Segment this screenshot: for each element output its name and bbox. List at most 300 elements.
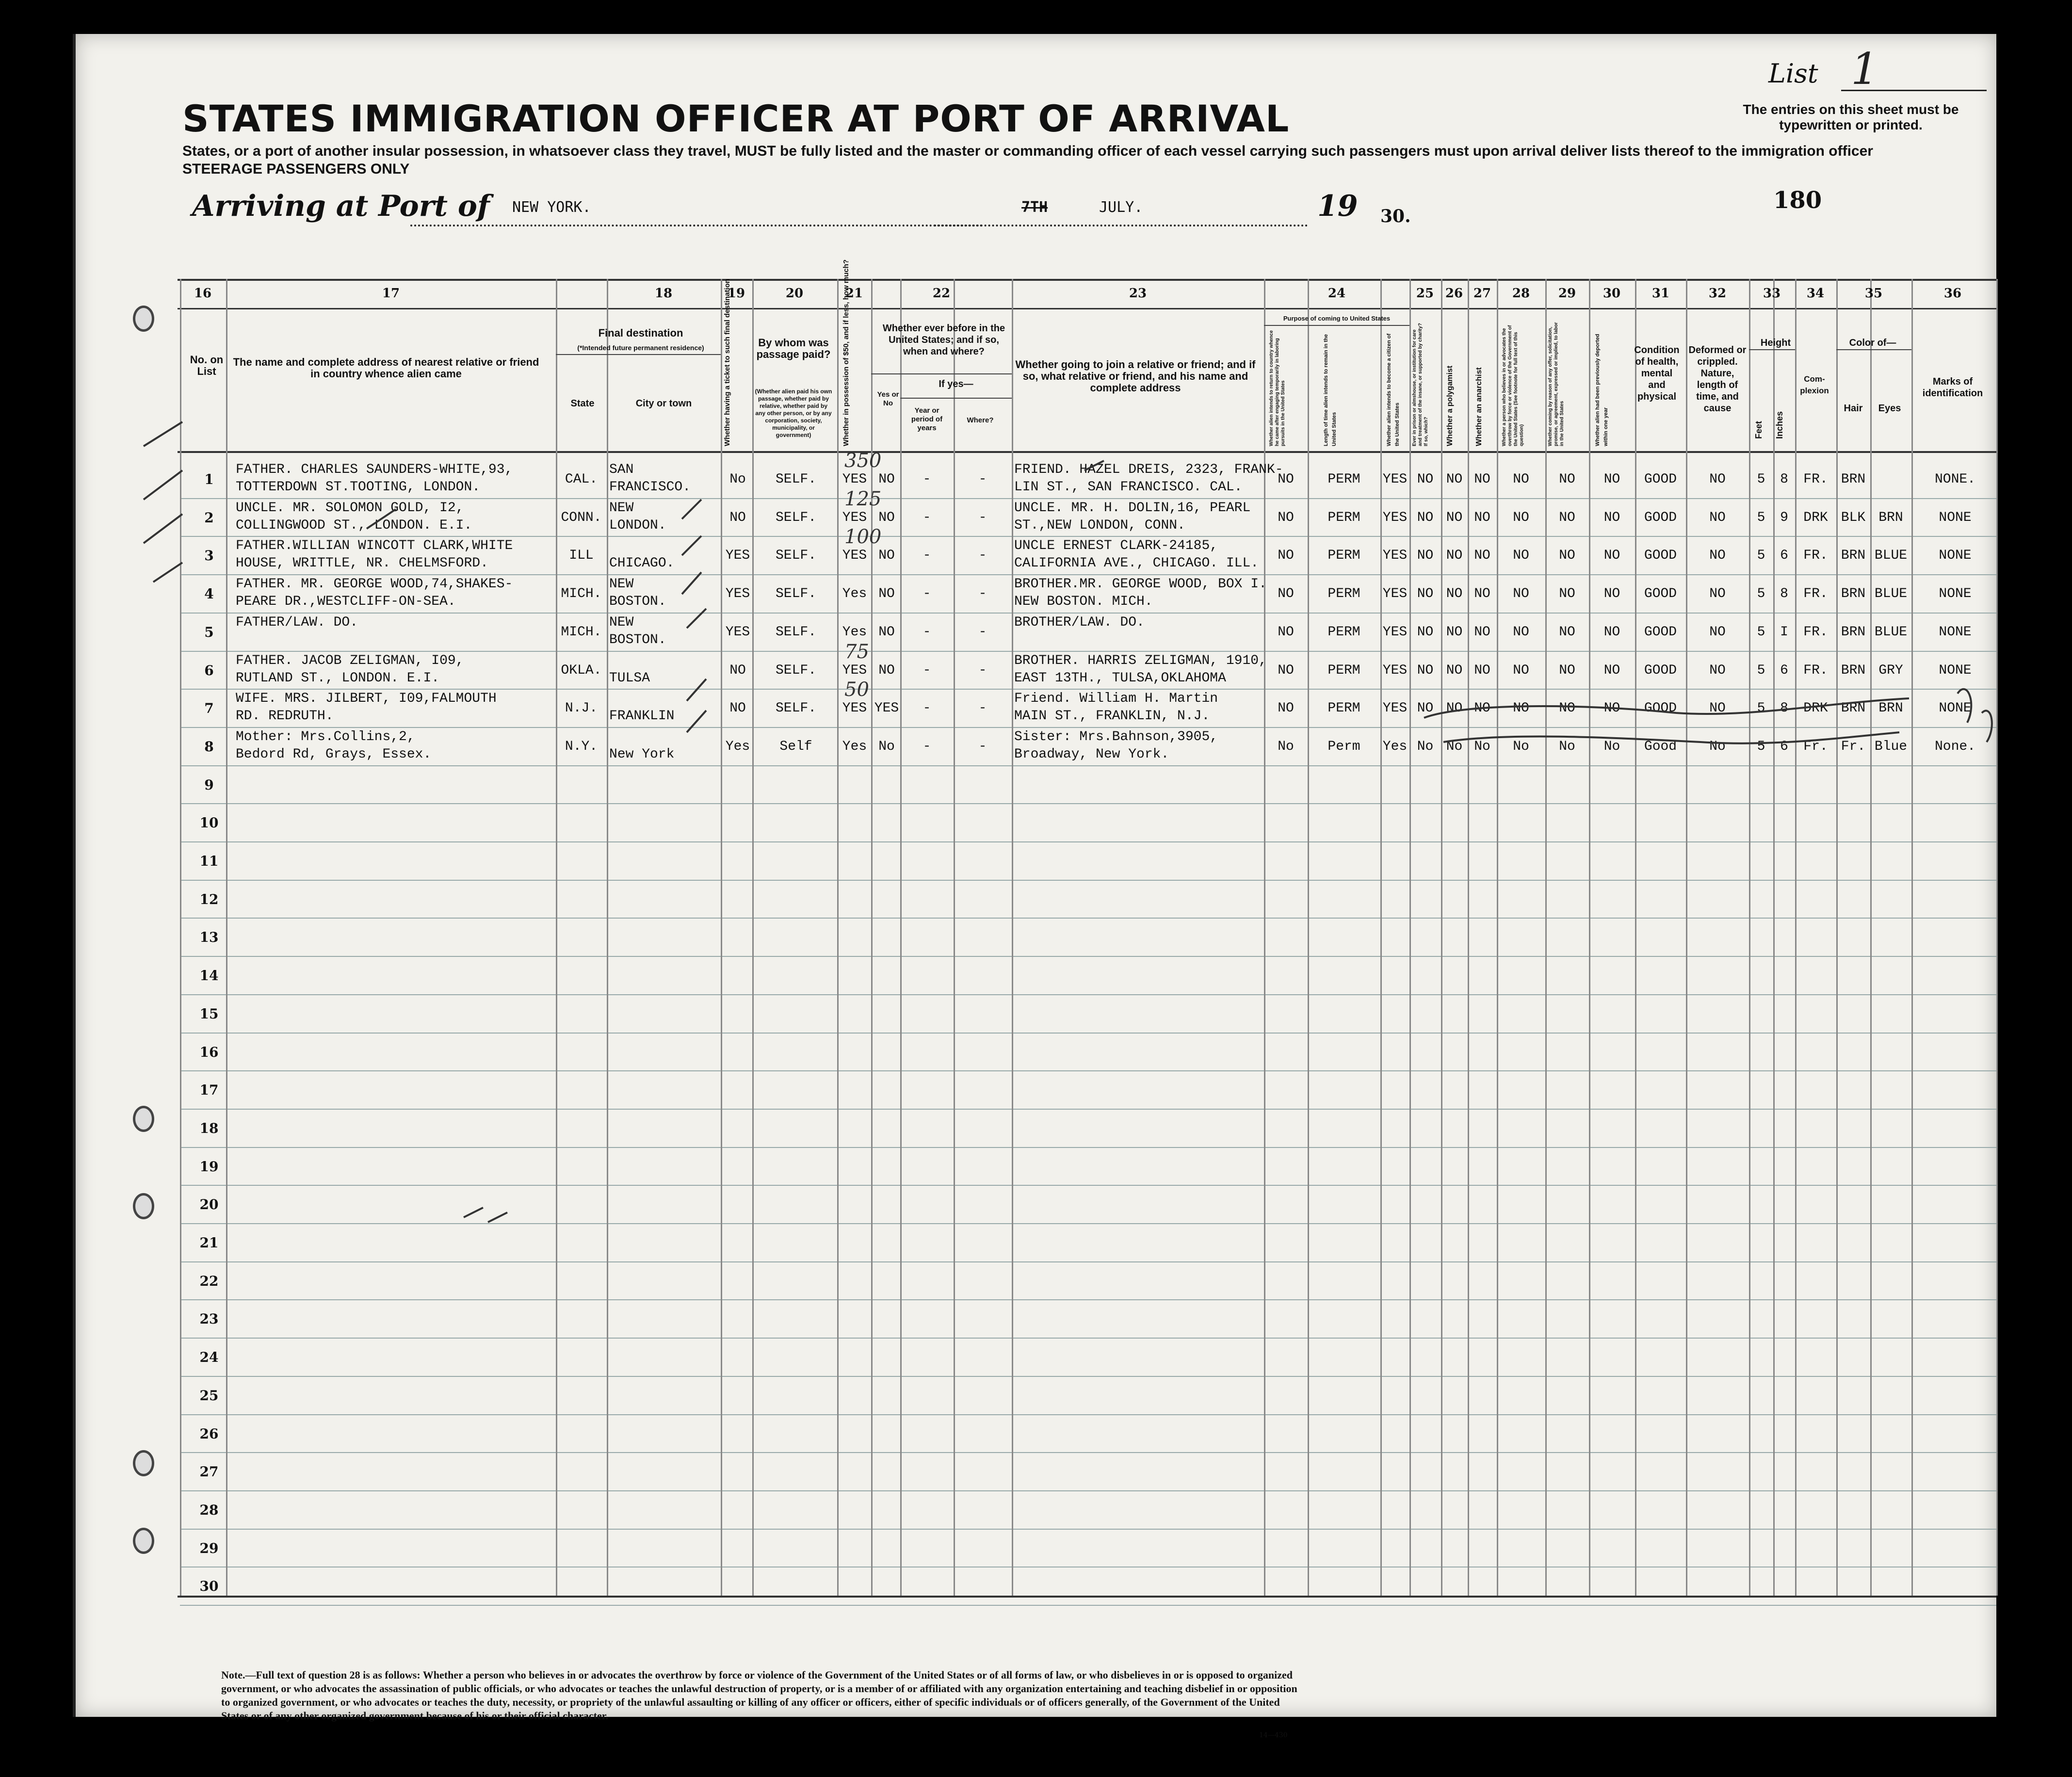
relative-name: WIFE. MRS. JILBERT, I09,FALMOUTH xyxy=(236,691,497,707)
hdr-purpose-a: Whether alien intends to return to country whence he came after engaging temporarily in laboring pursuits in the United States xyxy=(1269,330,1286,446)
money-handwritten: 75 xyxy=(844,640,869,663)
height-inches: 8 xyxy=(1780,701,1788,716)
row-number: 4 xyxy=(204,586,214,602)
destination-city: NEW xyxy=(609,577,634,592)
purpose-length: Perm xyxy=(1327,739,1360,754)
row-number: 1 xyxy=(204,471,214,487)
footer-note: Note.—Full text of question 28 is as follows: Whether a person who believes in or advocates the overthrow by force or violence of the Government of the United States or of all forms of law, or who disbelieves in or is opposed to organized government, or who advocates the assassination of public officials, or who advocates or teaches the unlawful destruction of property, or is a member of or affiliated with any organization entertaining and teaching disbelief in or opposition to organized government, or who advocates or teaches the duty, necessity, or propriety of the unlawful assaulting or killing of any officer or officers, either of specific individuals or of officers generally, of the Government of the United States or of any other organized government because of his or their official character. xyxy=(221,1669,1297,1722)
complexion-value: FR. xyxy=(1803,472,1828,487)
anarchist-value: NO xyxy=(1474,624,1490,640)
row-number: 11 xyxy=(199,853,219,869)
before-where: - xyxy=(978,548,987,564)
before-in-us: NO xyxy=(878,472,895,487)
hair-color: BRN xyxy=(1841,586,1866,602)
labor-offer-value: NO xyxy=(1559,624,1575,640)
joining-name: Sister: Mrs.Bahnson,3905, xyxy=(1014,729,1218,744)
hair-color: BRN xyxy=(1841,662,1866,678)
identification-marks: NONE. xyxy=(1934,472,1975,487)
overthrow-value: NO xyxy=(1513,548,1529,564)
column-number: 27 xyxy=(1473,286,1491,301)
eye-color: GRY xyxy=(1878,662,1903,678)
health-value: GOOD xyxy=(1644,548,1677,564)
passage-paid-by: SELF. xyxy=(775,472,816,487)
row-number: 14 xyxy=(199,968,219,984)
height-inches: 9 xyxy=(1780,510,1788,525)
anarchist-value: NO xyxy=(1474,662,1490,678)
before-in-us: YES xyxy=(874,701,899,716)
complexion-value: FR. xyxy=(1803,662,1828,678)
row-number: 5 xyxy=(204,624,214,640)
before-in-us: NO xyxy=(878,510,895,525)
anarchist-value: NO xyxy=(1474,472,1490,487)
before-where: - xyxy=(978,701,987,716)
deported-value: NO xyxy=(1603,624,1620,640)
destination-city: BOSTON. xyxy=(609,632,666,647)
deformed-value: NO xyxy=(1709,548,1726,564)
row-number: 21 xyxy=(199,1235,219,1251)
relative-name: FATHER. JACOB ZELIGMAN, I09, xyxy=(236,653,464,668)
ticket-value: No xyxy=(729,472,746,487)
passage-paid-by: SELF. xyxy=(775,510,816,525)
arriving-label: Arriving at Port of xyxy=(192,189,490,223)
height-inches: 8 xyxy=(1780,472,1788,487)
complexion-value: FR. xyxy=(1803,548,1828,564)
steerage-label: STEERAGE PASSENGERS ONLY xyxy=(182,161,410,177)
deported-value: NO xyxy=(1603,701,1620,716)
money-value: YES xyxy=(842,548,867,564)
destination-city: TULSA xyxy=(609,670,650,686)
hdr-color-of: Color of— xyxy=(1849,338,1896,348)
destination-state: OKLA. xyxy=(561,662,602,678)
joining-address: CALIFORNIA AVE., CHICAGO. ILL. xyxy=(1014,556,1259,571)
height-feet: 5 xyxy=(1757,662,1765,678)
identification-marks: None. xyxy=(1934,739,1975,754)
polygamist-value: NO xyxy=(1446,586,1463,602)
joining-name: FRIEND. HAZEL DREIS, 2323, FRANK- xyxy=(1014,462,1283,477)
purpose-length: PERM xyxy=(1327,624,1360,640)
ticket-value: YES xyxy=(725,548,750,564)
row-number: 3 xyxy=(204,548,214,564)
column-number: 24 xyxy=(1327,286,1346,301)
joining-address: MAIN ST., FRANKLIN, N.J. xyxy=(1014,709,1210,724)
purpose-length: PERM xyxy=(1327,662,1360,678)
before-in-us: NO xyxy=(878,624,895,640)
hdr-final-destination-note: (*Intended future permanent residence) xyxy=(577,344,704,352)
page-title: STATES IMMIGRATION OFFICER AT PORT OF ARRIVAL xyxy=(182,97,1290,140)
anarchist-value: No xyxy=(1474,739,1490,754)
hdr-purpose-c: Whether alien intends to become a citizen of the United States xyxy=(1386,333,1400,446)
hdr-polygamist: Whether a polygamist xyxy=(1446,365,1454,446)
ticket-value: Yes xyxy=(725,739,750,754)
deformed-value: NO xyxy=(1709,586,1726,602)
passage-paid-by: SELF. xyxy=(775,701,816,716)
money-handwritten: 125 xyxy=(844,487,882,510)
list-number: 1 xyxy=(1851,44,1879,95)
relative-name: FATHER. MR. GEORGE WOOD,74,SHAKES- xyxy=(236,577,513,592)
month-value: JULY. xyxy=(1099,199,1143,216)
identification-marks: NONE xyxy=(1939,662,1972,678)
purpose-return: NO xyxy=(1278,548,1294,564)
handwritten-note xyxy=(1424,698,1909,743)
before-where: - xyxy=(978,472,987,487)
joining-address: Broadway, New York. xyxy=(1014,746,1169,762)
hdr-nearest-relative: The name and complete address of nearest relative or friend in country whence alien came xyxy=(233,356,539,380)
row-number: 28 xyxy=(199,1502,219,1518)
hdr-labor-offer: Whether coming by reason of any offer, solicitation, promise, or agreement, expressed or implied, to labor in the United States xyxy=(1548,322,1565,446)
purpose-length: PERM xyxy=(1327,701,1360,716)
column-number: 20 xyxy=(785,286,804,301)
before-year: - xyxy=(923,624,931,640)
year-value: 30. xyxy=(1380,206,1411,226)
relative-address: TOTTERDOWN ST.TOOTING, LONDON. xyxy=(236,480,481,495)
joining-name: BROTHER/LAW. DO. xyxy=(1014,614,1145,630)
deported-value: No xyxy=(1603,739,1620,754)
ticket-value: NO xyxy=(729,662,746,678)
relative-address: RUTLAND ST., LONDON. E.I. xyxy=(236,670,440,686)
deported-value: NO xyxy=(1603,662,1620,678)
row-number: 13 xyxy=(199,929,219,946)
hdr-health: Condition of health, mental and physical xyxy=(1634,345,1680,402)
margin-checkmarks xyxy=(144,422,182,582)
hdr-deported: Whether alien had been previously deported within one year xyxy=(1595,334,1609,446)
hdr-state: State xyxy=(570,398,595,409)
joining-address: NEW BOSTON. MICH. xyxy=(1014,594,1153,610)
prison-value: NO xyxy=(1417,701,1434,716)
before-in-us: No xyxy=(878,739,895,754)
purpose-return: NO xyxy=(1278,701,1294,716)
labor-offer-value: NO xyxy=(1559,662,1575,678)
purpose-return: NO xyxy=(1278,510,1294,525)
health-value: GOOD xyxy=(1644,701,1677,716)
prison-value: NO xyxy=(1417,662,1434,678)
deported-value: NO xyxy=(1603,586,1620,602)
purpose-citizen: YES xyxy=(1382,662,1408,678)
destination-city: BOSTON. xyxy=(609,594,666,610)
manifest-sheet xyxy=(73,34,1996,1739)
relative-address: PEARE DR.,WESTCLIFF-ON-SEA. xyxy=(236,594,456,610)
destination-city: FRANCISCO. xyxy=(609,480,691,495)
overthrow-value: NO xyxy=(1513,701,1529,716)
prison-value: NO xyxy=(1417,548,1434,564)
money-handwritten: 350 xyxy=(844,450,882,472)
tick-marks xyxy=(682,461,1104,732)
hair-color: BRN xyxy=(1841,701,1866,716)
purpose-citizen: YES xyxy=(1382,472,1408,487)
form-number: 14—430 xyxy=(1259,1731,1288,1739)
hdr-city: City or town xyxy=(635,398,692,409)
column-number: 30 xyxy=(1603,286,1621,301)
destination-state: CONN. xyxy=(561,510,602,525)
identification-marks: NONE xyxy=(1939,510,1972,525)
hdr-final-destination: Final destination xyxy=(598,327,683,339)
identification-marks: NONE xyxy=(1939,624,1972,640)
labor-offer-value: NO xyxy=(1559,701,1575,716)
joining-address: EAST 13TH., TULSA,OKLAHOMA xyxy=(1014,670,1226,686)
list-label: List xyxy=(1768,58,1818,89)
relative-name: FATHER.WILLIAN WINCOTT CLARK,WHITE xyxy=(236,538,513,554)
hair-color: Fr. xyxy=(1841,739,1866,754)
purpose-length: PERM xyxy=(1327,510,1360,525)
row-number: 26 xyxy=(199,1425,219,1442)
joining-name: BROTHER.MR. GEORGE WOOD, BOX I. xyxy=(1014,577,1267,592)
row-number: 10 xyxy=(199,815,219,831)
eye-color: BLUE xyxy=(1874,586,1908,602)
before-where: - xyxy=(978,662,987,678)
eye-color: Blue xyxy=(1874,739,1908,754)
identification-marks: NONE xyxy=(1939,701,1972,716)
row-number: 27 xyxy=(199,1464,219,1480)
column-number: 21 xyxy=(845,286,863,301)
height-inches: 6 xyxy=(1780,548,1788,564)
polygamist-value: NO xyxy=(1446,624,1463,640)
relative-name: FATHER. CHARLES SAUNDERS-WHITE,93, xyxy=(236,462,513,477)
row-number: 22 xyxy=(199,1273,219,1289)
row-number: 7 xyxy=(204,700,214,717)
destination-state: MICH. xyxy=(561,624,602,640)
ticket-value: YES xyxy=(725,586,750,602)
before-where: - xyxy=(978,624,987,640)
hdr-yes-no: Yes or No xyxy=(877,390,899,407)
money-value: Yes xyxy=(842,624,867,640)
deported-value: NO xyxy=(1603,510,1620,525)
hair-color: BRN xyxy=(1841,472,1866,487)
money-handwritten: 50 xyxy=(844,678,869,701)
purpose-citizen: Yes xyxy=(1382,739,1408,754)
hair-color: BRN xyxy=(1841,548,1866,564)
hdr-marks: Marks of identification xyxy=(1922,376,1983,399)
purpose-return: NO xyxy=(1278,624,1294,640)
entries-note: The entries on this sheet must be typewritten or printed. xyxy=(1743,102,1959,132)
ticket-value: YES xyxy=(725,624,750,640)
purpose-return: No xyxy=(1278,739,1294,754)
deformed-value: NO xyxy=(1709,510,1726,525)
hdr-deformed: Deformed or crippled. Nature, length of time, and cause xyxy=(1688,345,1747,414)
hair-color: BLK xyxy=(1841,510,1866,525)
row-number: 8 xyxy=(204,738,214,755)
hdr-year-period: Year or period of years xyxy=(911,406,943,432)
column-number: 33 xyxy=(1763,286,1781,301)
anarchist-value: NO xyxy=(1474,510,1490,525)
row-number: 18 xyxy=(199,1120,219,1136)
labor-offer-value: NO xyxy=(1559,510,1575,525)
purpose-return: NO xyxy=(1278,472,1294,487)
before-year: - xyxy=(923,510,931,525)
height-feet: 5 xyxy=(1757,586,1765,602)
column-number: 25 xyxy=(1416,286,1434,301)
health-value: GOOD xyxy=(1644,510,1677,525)
height-inches: 6 xyxy=(1780,739,1788,754)
before-in-us: NO xyxy=(878,662,895,678)
joining-name: UNCLE. MR. H. DOLIN,16, PEARL xyxy=(1014,500,1251,516)
polygamist-value: NO xyxy=(1446,548,1463,564)
prison-value: No xyxy=(1417,739,1434,754)
hdr-joining: Whether going to join a relative or friend; and if so, what relative or friend, and his name and complete address xyxy=(1015,358,1256,394)
column-number: 19 xyxy=(727,286,745,301)
height-feet: 5 xyxy=(1757,739,1765,754)
purpose-length: PERM xyxy=(1327,548,1360,564)
hdr-overthrow: Whether a person who believes in or advocates the overthrow by force or violence of the Government of the United States (See footnote for full text of this question) xyxy=(1502,325,1524,446)
destination-city: New York xyxy=(609,746,675,762)
joining-name: BROTHER. HARRIS ZELIGMAN, 1910, xyxy=(1014,653,1267,668)
deformed-value: NO xyxy=(1709,472,1726,487)
height-inches: 6 xyxy=(1780,662,1788,678)
destination-state: CAL. xyxy=(565,472,598,487)
destination-city: FRANKLIN xyxy=(609,709,675,724)
hdr-complexion: Com-plexion xyxy=(1800,374,1829,395)
identification-marks: NONE xyxy=(1939,586,1972,602)
money-value: YES xyxy=(842,472,867,487)
relative-name: FATHER/LAW. DO. xyxy=(236,614,358,630)
ticket-value: NO xyxy=(729,701,746,716)
destination-city: LONDON. xyxy=(609,517,666,533)
hdr-eyes: Eyes xyxy=(1878,403,1901,414)
prison-value: NO xyxy=(1417,510,1434,525)
health-value: GOOD xyxy=(1644,472,1677,487)
port-value: NEW YORK. xyxy=(512,199,591,216)
purpose-length: PERM xyxy=(1327,472,1360,487)
prison-value: NO xyxy=(1417,586,1434,602)
row-number: 6 xyxy=(204,662,214,678)
column-number: 31 xyxy=(1651,286,1670,301)
column-number: 18 xyxy=(654,286,673,301)
column-rule xyxy=(1996,279,1998,1596)
overthrow-value: No xyxy=(1513,739,1529,754)
labor-offer-value: No xyxy=(1559,739,1575,754)
passage-paid-by: SELF. xyxy=(775,624,816,640)
row-number: 25 xyxy=(199,1387,219,1404)
money-value: YES xyxy=(842,662,867,678)
hdr-where: Where? xyxy=(967,416,994,424)
before-where: - xyxy=(978,586,987,602)
relative-address: HOUSE, WRITTLE, NR. CHELMSFORD. xyxy=(236,556,488,571)
hdr-purpose: Purpose of coming to United States xyxy=(1283,315,1391,322)
deformed-value: NO xyxy=(1709,701,1726,716)
column-number: 32 xyxy=(1708,286,1727,301)
eye-color: BRN xyxy=(1878,701,1903,716)
column-number: 22 xyxy=(932,286,951,301)
destination-city: SAN xyxy=(609,462,634,477)
destination-city: CHICAGO. xyxy=(609,556,675,571)
before-year: - xyxy=(923,586,931,602)
hdr-no-on-list: No. on List xyxy=(190,354,224,377)
prison-value: NO xyxy=(1417,472,1434,487)
hdr-feet: Feet xyxy=(1754,420,1764,439)
overthrow-value: NO xyxy=(1513,510,1529,525)
row-number: 23 xyxy=(199,1311,219,1327)
purpose-citizen: YES xyxy=(1382,624,1408,640)
overthrow-value: NO xyxy=(1513,624,1529,640)
labor-offer-value: NO xyxy=(1559,548,1575,564)
sheet-number: 180 xyxy=(1773,187,1822,214)
destination-city: NEW xyxy=(609,614,634,630)
height-feet: 5 xyxy=(1757,472,1765,487)
column-number: 16 xyxy=(194,286,212,301)
joining-address: ST.,NEW LONDON, CONN. xyxy=(1014,517,1185,533)
purpose-citizen: YES xyxy=(1382,701,1408,716)
destination-city: NEW xyxy=(609,500,634,516)
complexion-value: Fr. xyxy=(1803,739,1828,754)
purpose-return: NO xyxy=(1278,586,1294,602)
before-in-us: NO xyxy=(878,548,895,564)
ticket-value: NO xyxy=(729,510,746,525)
before-year: - xyxy=(923,701,931,716)
relative-address: RD. REDRUTH. xyxy=(236,709,334,724)
column-number: 26 xyxy=(1445,286,1463,301)
complexion-value: DRK xyxy=(1803,510,1828,525)
relative-address: Bedord Rd, Grays, Essex. xyxy=(236,746,432,762)
row-number: 16 xyxy=(199,1044,219,1060)
purpose-citizen: YES xyxy=(1382,548,1408,564)
height-feet: 5 xyxy=(1757,548,1765,564)
before-year: - xyxy=(923,662,931,678)
hdr-purpose-b: Length of time alien intends to remain in the United States xyxy=(1323,334,1337,446)
handwritten-annotations xyxy=(76,34,1996,1717)
overthrow-value: NO xyxy=(1513,586,1529,602)
destination-state: ILL xyxy=(569,548,594,564)
labor-offer-value: NO xyxy=(1559,586,1575,602)
passage-paid-by: SELF. xyxy=(775,662,816,678)
relative-address: COLLINGWOOD ST., LONDON. E.I. xyxy=(236,517,472,533)
health-value: GOOD xyxy=(1644,586,1677,602)
year-prefix: 19 xyxy=(1317,189,1358,223)
hdr-passage-note: (Whether alien paid his own passage, whether paid by relative, whether paid by any other person, or by any corporation, society, municipality, or government) xyxy=(755,388,832,438)
polygamist-value: No xyxy=(1446,739,1463,754)
row-number: 29 xyxy=(199,1540,219,1556)
before-in-us: NO xyxy=(878,586,895,602)
purpose-return: NO xyxy=(1278,662,1294,678)
column-number: 23 xyxy=(1129,286,1147,301)
day-value: 7TH xyxy=(1021,199,1048,216)
health-value: Good xyxy=(1644,739,1677,754)
column-number: 17 xyxy=(382,286,400,301)
destination-state: MICH. xyxy=(561,586,602,602)
hdr-if-yes: If yes— xyxy=(939,379,973,389)
hdr-inches: Inches xyxy=(1775,411,1784,439)
health-value: GOOD xyxy=(1644,624,1677,640)
subtitle-line: States, or a port of another insular possession, in whatsoever class they travel, MUST be fully listed and the master or commanding officer of each vessel carrying such passengers must upon arrival deliver lists thereof to the immigration officer xyxy=(182,143,1873,159)
before-year: - xyxy=(923,472,931,487)
hair-color: BRN xyxy=(1841,624,1866,640)
row-number: 2 xyxy=(204,509,214,526)
passage-paid-by: Self xyxy=(779,739,812,754)
row-number: 24 xyxy=(199,1349,219,1366)
purpose-citizen: YES xyxy=(1382,586,1408,602)
complexion-value: FR. xyxy=(1803,624,1828,640)
destination-state: N.Y. xyxy=(565,739,598,754)
overthrow-value: NO xyxy=(1513,472,1529,487)
hdr-hair: Hair xyxy=(1844,403,1863,414)
column-number: 35 xyxy=(1864,286,1883,301)
anarchist-value: NO xyxy=(1474,701,1490,716)
column-number: 29 xyxy=(1558,286,1576,301)
hdr-height: Height xyxy=(1760,338,1791,348)
height-feet: 5 xyxy=(1757,510,1765,525)
deported-value: NO xyxy=(1603,548,1620,564)
money-value: YES xyxy=(842,510,867,525)
eye-color: BLUE xyxy=(1874,548,1908,564)
hdr-anarchist: Whether an anarchist xyxy=(1475,367,1483,446)
money-handwritten: 100 xyxy=(844,526,882,549)
initials-mark xyxy=(1958,689,1992,742)
health-value: GOOD xyxy=(1644,662,1677,678)
height-feet: 5 xyxy=(1757,701,1765,716)
polygamist-value: NO xyxy=(1446,472,1463,487)
row-number: 17 xyxy=(199,1082,219,1099)
prison-value: NO xyxy=(1417,624,1434,640)
passage-paid-by: SELF. xyxy=(775,586,816,602)
eye-color: BLUE xyxy=(1874,624,1908,640)
labor-offer-value: NO xyxy=(1559,472,1575,487)
